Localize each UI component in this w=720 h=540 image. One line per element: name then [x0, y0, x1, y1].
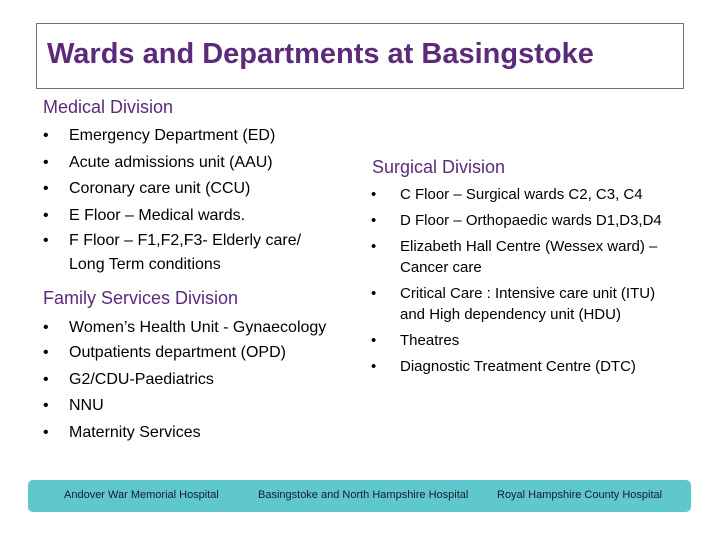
list-item-text: NNU: [69, 397, 104, 414]
list-item: [43, 150, 333, 177]
bullet-icon: •: [371, 332, 377, 349]
bullet-icon: •: [371, 358, 377, 375]
list-item-text: Theatres: [400, 332, 460, 349]
bullet-icon: •: [43, 206, 49, 224]
list-item-text: Emergency Department (ED): [69, 127, 276, 144]
bullet-icon: •: [43, 180, 49, 197]
family-services-heading: Family Services Division: [43, 288, 239, 308]
list-item: [371, 184, 676, 205]
list-item-text: Critical Care : Intensive care unit (ITU) and High dependency unit (HDU): [400, 285, 656, 323]
family-services-list: [43, 316, 333, 446]
bullet-icon: •: [43, 232, 49, 249]
footer-hospital-royal-hampshire: Royal Hampshire County Hospital: [497, 489, 663, 501]
list-item-text: Women’s Health Unit - Gynaecology: [69, 319, 327, 336]
list-item: [371, 210, 676, 231]
list-item-text: Outpatients department (OPD): [69, 344, 286, 361]
list-item: [43, 367, 333, 394]
title-box: [36, 23, 684, 89]
footer-hospital-basingstoke: Basingstoke and North Hampshire Hospital: [258, 489, 469, 501]
list-item-text: D Floor – Orthopaedic wards D1,D3,D4: [400, 212, 662, 229]
bullet-icon: •: [43, 397, 49, 414]
bullet-icon: •: [43, 423, 49, 441]
list-item-text: Coronary care unit (CCU): [69, 180, 251, 197]
page-title: Wards and Departments at Basingstoke: [47, 38, 594, 70]
list-item-text: G2/CDU-Paediatrics: [69, 370, 214, 388]
list-item: [43, 393, 333, 420]
bullet-icon: •: [43, 127, 49, 144]
surgical-division-list: [371, 184, 676, 382]
list-item: [43, 340, 333, 367]
list-item: [371, 330, 676, 351]
list-item-text: Diagnostic Treatment Centre (DTC): [400, 358, 636, 375]
bullet-icon: •: [43, 153, 49, 171]
list-item: [43, 420, 333, 447]
list-item: [371, 236, 676, 278]
hospitals-footer-bar: [28, 480, 691, 512]
bullet-icon: •: [43, 370, 49, 388]
list-item-text: Maternity Services: [69, 423, 201, 441]
medical-division-list: [43, 123, 333, 277]
bullet-icon: •: [371, 186, 377, 203]
list-item-text: C Floor – Surgical wards C2, C3, C4: [400, 186, 643, 203]
bullet-icon: •: [371, 285, 377, 302]
list-item-text: E Floor – Medical wards.: [69, 206, 246, 224]
bullet-icon: •: [43, 344, 49, 361]
list-item: [371, 356, 676, 377]
list-item: [43, 203, 333, 230]
list-item-text: Acute admissions unit (AAU): [69, 153, 273, 171]
list-item: [43, 316, 333, 340]
bullet-icon: •: [371, 238, 377, 255]
list-item: [43, 123, 333, 150]
bullet-icon: •: [43, 319, 49, 336]
footer-hospital-andover: Andover War Memorial Hospital: [64, 489, 219, 501]
bullet-icon: •: [371, 212, 377, 229]
list-item: [43, 176, 333, 203]
list-item: [371, 283, 676, 325]
list-item: [43, 229, 333, 277]
medical-division-heading: Medical Division: [43, 97, 174, 117]
list-item-text: Elizabeth Hall Centre (Wessex ward) – Cancer care: [400, 238, 658, 276]
surgical-division-heading: Surgical Division: [372, 157, 506, 177]
list-item-text: F Floor – F1,F2,F3- Elderly care/ Long Term conditions: [69, 232, 302, 273]
